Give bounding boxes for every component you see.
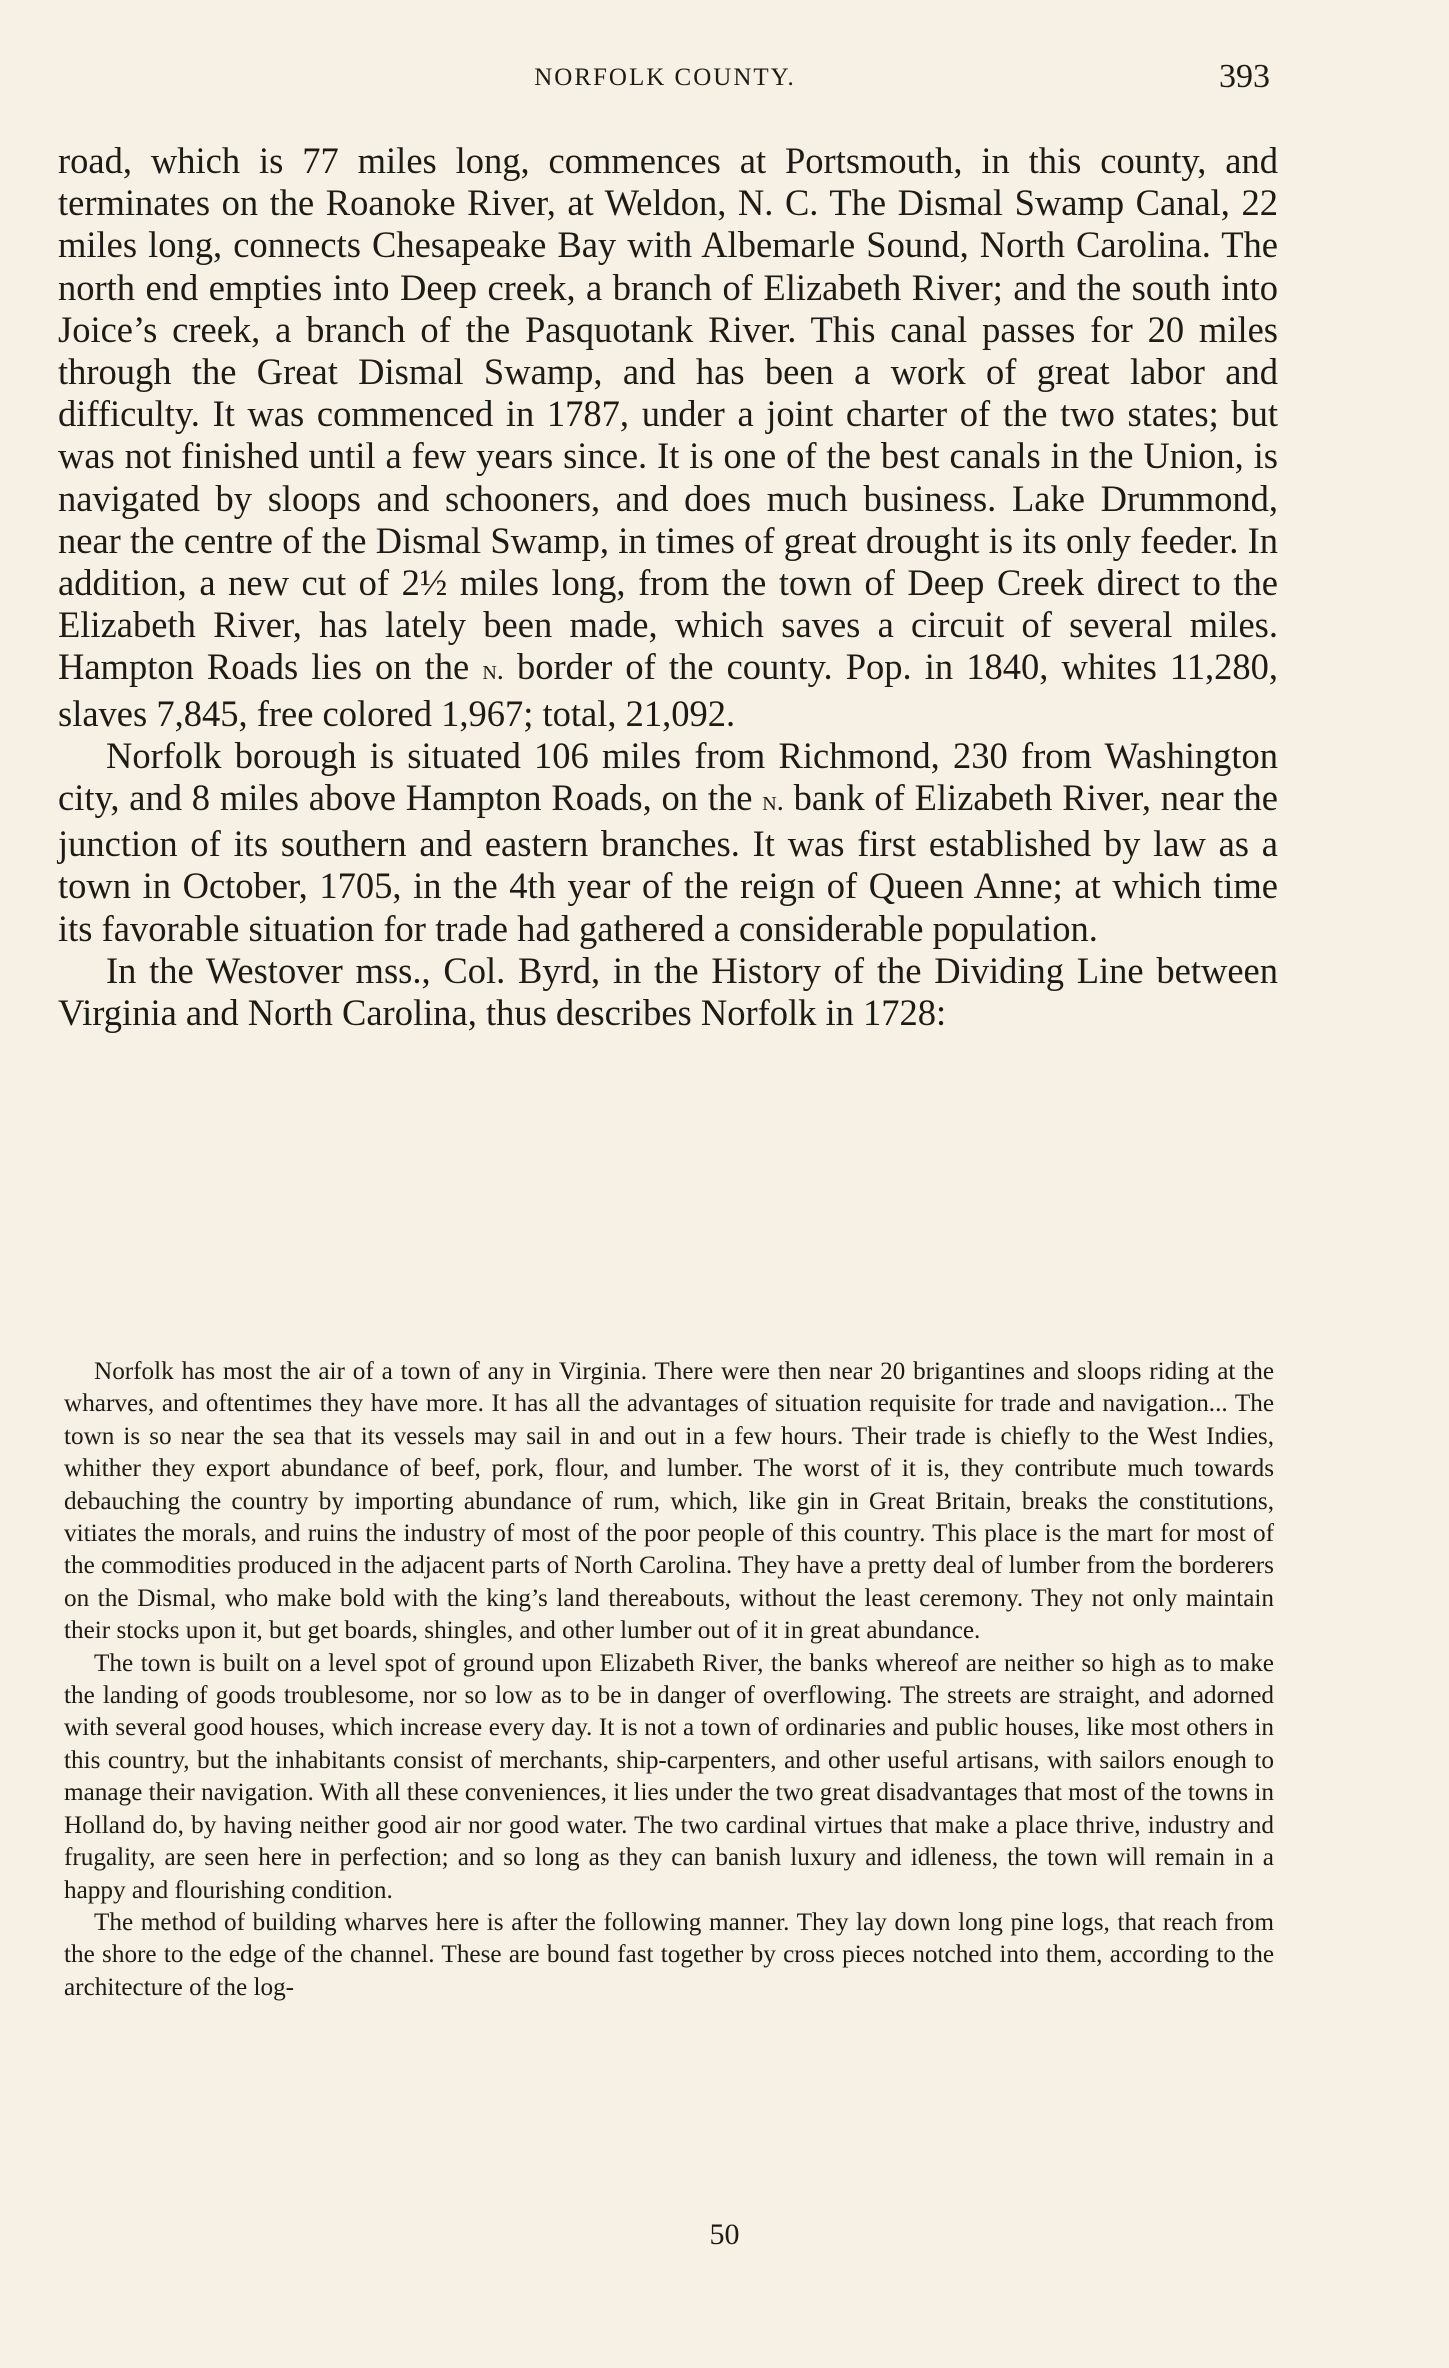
paragraph-canals bbox=[58, 140, 1278, 735]
running-head bbox=[60, 58, 1270, 98]
direction-north-abbrev: n. bbox=[482, 655, 504, 687]
paragraph-norfolk-borough-text-a: Norfolk borough is situated 106 miles from Richmond, 230 from Washington city, and 8 miles above Hampton Roads, on the bbox=[58, 734, 1278, 819]
paragraph-norfolk-borough-text-b: bank of Elizabeth River, near the junction of its southern and eastern branches. It was first established by law as a town in October, 1705, in the 4th year of the reign of Queen Anne; at which time its favorable situation for trade had gathered a considerable population. bbox=[58, 777, 1279, 949]
quote-paragraph-3: The method of building wharves here is after the following manner. They lay down long pine logs, that reach from the shore to the edge of the channel. These are bound fast together by cross pieces notched into them, according to the architecture of the log- bbox=[64, 1908, 1274, 2001]
paragraph-westover: In the Westover mss., Col. Byrd, in the History of the Dividing Line between Virginia and North Carolina, thus describes Norfolk in 1728: bbox=[58, 949, 1278, 1034]
direction-north-abbrev: n. bbox=[762, 786, 784, 818]
paragraph-canals-text-a: road, which is 77 miles long, commences at Portsmouth, in this county, and terminates on the Roanoke River, at Weldon, N. C. The Dismal Swamp Canal, 22 miles long, connects Chesapeake Bay with Albemarle Sound, North Carolina. The north end empties into Deep creek, a branch of Elizabeth River; and the south into Joice’s creek, a branch of the Pasquotank River. This canal passes for 20 miles through the Great Dismal Swamp, and has been a work of great labor and difficulty. It was commenced in 1787, under a joint charter of the two states; but was not finished until a few years since. It is one of the best canals in the Union, is navigated by sloops and schooners, and does much business. Lake Drummond, near the centre of the Dismal Swamp, in times of great drought is its only feeder. In addition, a new cut of 2½ miles long, from the town of Deep Creek direct to the Elizabeth River, has lately been made, which saves a circuit of several miles. Hampton Roads lies on the bbox=[58, 140, 1278, 688]
paragraph-norfolk-borough bbox=[58, 735, 1278, 950]
paragraph-canals-text-b: border of the county. Pop. in 1840, whites 11,280, slaves 7,845, free colored 1,967; total, 21,092. bbox=[58, 646, 1279, 734]
running-title: NORFOLK COUNTY. bbox=[534, 64, 796, 91]
body-text bbox=[58, 140, 1278, 1034]
page-number: 393 bbox=[1219, 58, 1270, 95]
signature-mark: 50 bbox=[709, 2218, 740, 2251]
quote-paragraph-1: Norfolk has most the air of a town of any in Virginia. There were then near 20 brigantines and sloops riding at the wharves, and oftentimes they have more. It has all the advantages of situation requisite for trade and navigation... The town is so near the sea that its vessels may sail in and out in a few hours. Their trade is chiefly to the West Indies, whither they export abundance of beef, pork, flour, and lumber. The worst of it is, they contribute much towards debauching the country by importing abundance of rum, which, like gin in Great Britain, breaks the constitutions, vitiates the morals, and ruins the industry of most of the poor people of this country. This place is the mart for most of the commodities produced in the adjacent parts of North Carolina. They have a pretty deal of lumber from the borderers on the Dismal, who make bold with the king’s land thereabouts, without the least ceremony. They not only maintain their stocks upon it, but get boards, shingles, and other lumber out of it in great abundance. bbox=[64, 1358, 1274, 1645]
quote-paragraph-2: The town is built on a level spot of ground upon Elizabeth River, the banks whereof are neither so high as to make the landing of goods troublesome, nor so low as to be in danger of overflowing. The streets are straight, and adorned with several good houses, which increase every day. It is not a town of ordinaries and public houses, like most others in this country, but the inhabitants consist of merchants, ship-carpenters, and other useful artisans, with sailors enough to manage their navigation. With all these conveniences, it lies under the two great disadvantages that most of the towns in Holland do, by having neither good air nor good water. The two cardinal virtues that make a place thrive, industry and frugality, are seen here in perfection; and so long as they can banish luxury and idleness, the town will remain in a happy and flourishing condition. bbox=[64, 1649, 1274, 1904]
byrd-quotation bbox=[64, 1356, 1274, 2004]
